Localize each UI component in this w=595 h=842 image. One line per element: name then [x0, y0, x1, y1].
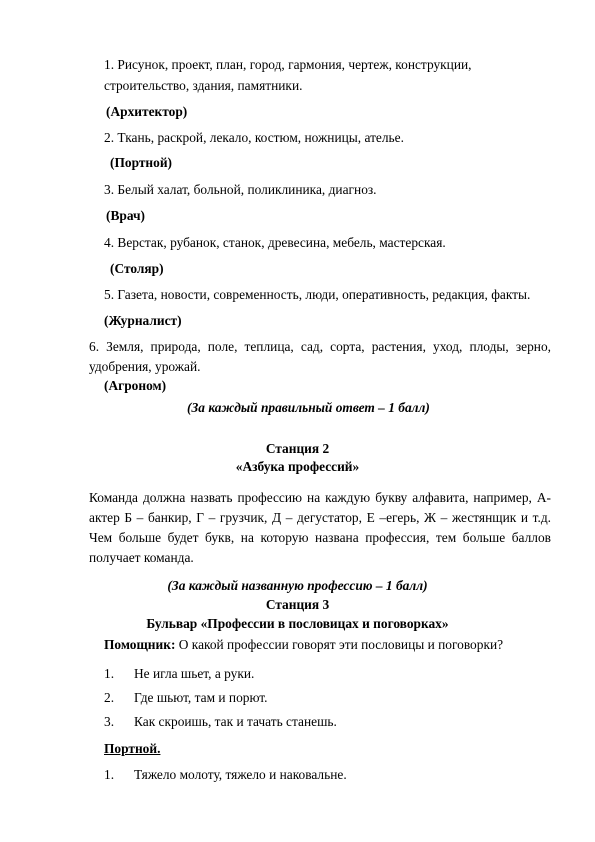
- station-3-subtitle: Бульвар «Профессии в пословицах и поговорках»: [146, 616, 449, 631]
- item-1-line-1: 1. Рисунок, проект, план, город, гармония, чертеж, конструкции,: [104, 57, 472, 72]
- station-2-para-line-2: актер Б – банкир, Г – грузчик, Д – дегустатор, Е –егерь, Ж – жестянщик и т.д.: [89, 510, 551, 525]
- station-2-para-line-3: Чем больше будет букв, на которую названа профессия, тем больше баллов: [89, 530, 551, 545]
- item-2-line-1: 2. Ткань, раскрой, лекало, костюм, ножницы, ателье.: [104, 130, 404, 145]
- station-2-para-line-1: Команда должна назвать профессию на каждую букву алфавита, например, А-: [89, 490, 551, 505]
- proverb-number: 3.: [104, 714, 115, 729]
- item-6-line-2: удобрения, урожай.: [89, 359, 201, 374]
- item-5-answer: (Журналист): [104, 313, 182, 328]
- item-6-answer: (Агроном): [104, 378, 167, 393]
- proverb-number: 1.: [104, 666, 115, 681]
- station-3-answer: Портной.: [104, 741, 161, 756]
- item-5-line-1: 5. Газета, новости, современность, люди, оперативность, редакция, факты.: [104, 287, 531, 302]
- item-1-line-2: строительство, здания, памятники.: [104, 78, 303, 93]
- station-2-subtitle: «Азбука профессий»: [235, 459, 360, 474]
- item-6-line-1: 6. Земля, природа, поле, теплица, сад, сорта, растения, уход, плоды, зерно,: [89, 339, 551, 354]
- item-3-answer: (Врач): [106, 208, 146, 223]
- proverb-number: 2.: [104, 690, 115, 705]
- item-3-line-1: 3. Белый халат, больной, поликлиника, диагноз.: [104, 182, 377, 197]
- item-1-answer: (Архитектор): [106, 104, 188, 119]
- proverb-text: Не игла шьет, а руки.: [134, 666, 255, 681]
- proverb-text: Где шьют, там и порют.: [134, 690, 268, 705]
- station-2-para-line-4: получает команда.: [89, 550, 194, 565]
- item-2-answer: (Портной): [110, 155, 173, 170]
- station-2-title: Станция 2: [265, 441, 330, 456]
- item-4-line-1: 4. Верстак, рубанок, станок, древесина, мебель, мастерская.: [104, 235, 446, 250]
- station-3-hint: [104, 637, 503, 653]
- hint-text: О какой профессии говорят эти пословицы и поговорки?: [175, 637, 504, 652]
- score-note-2: (За каждый названную профессию – 1 балл): [167, 578, 428, 593]
- item-4-answer: (Столяр): [110, 261, 164, 276]
- proverb-number: 1.: [104, 767, 115, 782]
- hint-label: Помощник:: [104, 637, 176, 652]
- proverb-text: Тяжело молоту, тяжело и наковальне.: [134, 767, 347, 782]
- score-note-1: (За каждый правильный ответ – 1 балл): [187, 400, 430, 415]
- station-3-title: Станция 3: [265, 597, 330, 612]
- proverb-text: Как скроишь, так и тачать станешь.: [134, 714, 337, 729]
